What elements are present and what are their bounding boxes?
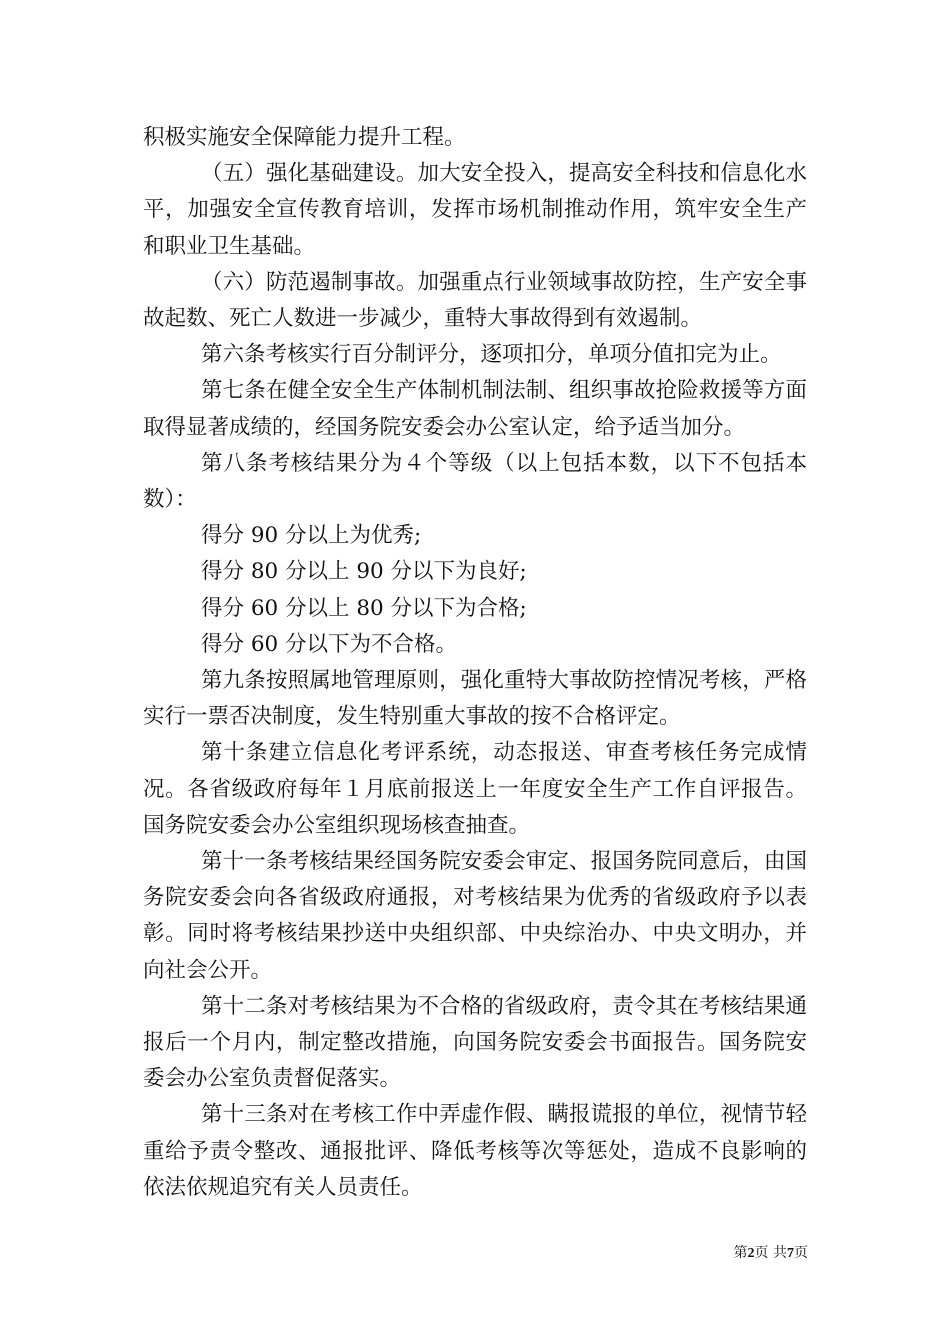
footer-prefix: 第 [733,1245,748,1261]
paragraph: 第六条考核实行百分制评分，逐项扣分，单项分值扣完为止。 [201,342,782,368]
paragraph: （六）防范遏制事故。加强重点行业领域事故防控，生产安全事故起数、死亡人数进一步减少，重特大事故得到有效遏制。 [143,269,807,332]
document-body [143,120,807,1206]
paragraph: 第九条按照属地管理原则，强化重特大事故防控情况考核，严格实行一票否决制度，发生特别重大事故的按不合格评定。 [143,668,807,730]
total-pages-number: 7 [787,1246,794,1261]
paragraph: 积极实施安全保障能力提升工程。 [143,125,466,150]
paragraph: 第七条在健全安全生产体制机制法制、组织事故抢险救援等方面取得显著成绩的，经国务院安委会办公室认定，给予适当加分。 [143,378,807,440]
paragraph: 第十条建立信息化考评系统，动态报送、审查考核任务完成情况。各省级政府每年１月底前报送上一年度安全生产工作自评报告。国务院安委会办公室组织现场核查抽查。 [143,740,807,838]
paragraph: （五）强化基础建设。加大安全投入，提高安全科技和信息化水平，加强安全宣传教育培训，发挥市场机制推动作用，筑牢安全生产和职业卫生基础。 [143,161,807,259]
page-footer [700,1244,808,1263]
paragraph: 得分 90 分以上为优秀; [201,523,422,549]
footer-suffix: 页 [794,1245,808,1261]
current-page-number: 2 [747,1246,755,1261]
paragraph: 第十一条考核结果经国务院安委会审定、报国务院同意后，由国务院安委会向各省级政府通报，对考核结果为优秀的省级政府予以表彰。同时将考核结果抄送中央组织部、中央综治办、中央文明办，并向社会公开。 [143,849,807,983]
paragraph: 第十三条对在考核工作中弄虚作假、瞒报谎报的单位，视情节轻重给予责令整改、通报批评、降低考核等次等惩处，造成不良影响的依法依规追究有关人员责任。 [143,1102,807,1200]
paragraph: 第八条考核结果分为４个等级（以上包括本数，以下不包括本数）： [143,450,807,513]
paragraph: 得分 60 分以上 80 分以下为合格; [201,595,527,621]
paragraph: 得分 60 分以下为不合格。 [201,631,458,657]
footer-middle: 页 共 [754,1245,787,1261]
paragraph: 得分 80 分以上 90 分以下为良好; [201,559,527,585]
paragraph: 第十二条对考核结果为不合格的省级政府，责令其在考核结果通报后一个月内，制定整改措施，向国务院安委会书面报告。国务院安委会办公室负责督促落实。 [143,993,807,1092]
